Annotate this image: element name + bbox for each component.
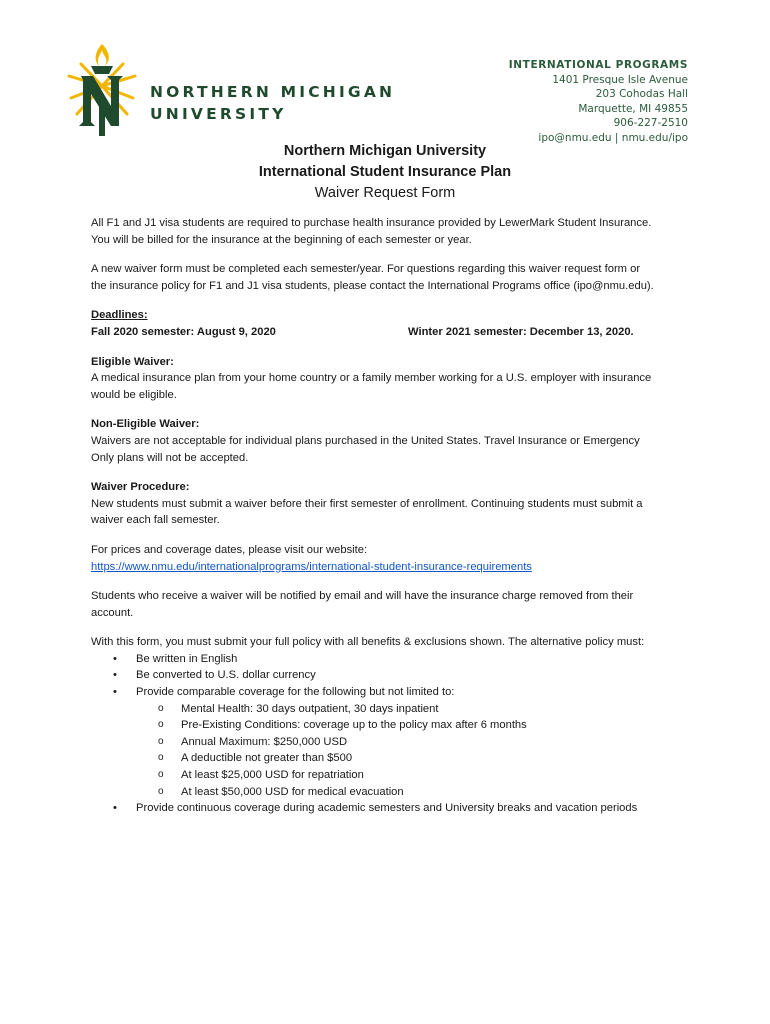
sub-list-item: o Mental Health: 30 days outpatient, 30 days inpatient [136, 701, 691, 718]
wordmark-line-2: UNIVERSITY [150, 105, 287, 123]
notify-line-2: account. [91, 606, 134, 619]
new-form-line-1: A new waiver form must be completed each semester/year. For questions regarding this waiver request form or [91, 263, 641, 276]
city-line: Marquette, MI 49855 [578, 102, 688, 115]
address-line-1: 1401 Presque Isle Avenue [552, 73, 688, 86]
prices-text: For prices and coverage dates, please visit our website: [91, 543, 368, 556]
sub-list-item: o At least $25,000 USD for repatriation [136, 767, 691, 784]
title-line-3: Waiver Request Form [314, 185, 456, 201]
list-item-text: Provide comparable coverage for the following but not limited to: [136, 686, 455, 699]
nmu-logo [63, 42, 141, 138]
email-web: ipo@nmu.edu | nmu.edu/ipo [538, 131, 688, 144]
list-item: • Be written in English [91, 651, 691, 668]
form-body [91, 215, 691, 817]
list-item: • Provide continuous coverage during academic semesters and University breaks and vacation periods [91, 800, 691, 817]
coverage-sublist [136, 701, 691, 801]
intro-line-1: All F1 and J1 visa students are required to purchase health insurance provided by LewerMark Student Insurance. [91, 217, 652, 229]
procedure-line-1: New students must submit a waiver before their first semester of enrollment. Continuing students must submit a [91, 497, 643, 510]
form-title [0, 141, 770, 204]
wordmark-line-1: NORTHERN MICHIGAN [150, 83, 396, 101]
sub-list-item: o Annual Maximum: $250,000 USD [136, 734, 691, 751]
eligible-line-2: would be eligible. [91, 388, 177, 401]
insurance-requirements-link[interactable]: https://www.nmu.edu/internationalprograms/international-student-insurance-requirements [91, 560, 532, 573]
contact-block [509, 58, 688, 146]
list-item [91, 684, 691, 800]
title-line-1: Northern Michigan University [283, 143, 487, 159]
notify-line-1: Students who receive a waiver will be notified by email and will have the insurance charge removed from their [91, 590, 634, 603]
noneligible-line-1: Waivers are not acceptable for individual plans purchased in the United States. Travel Insurance or Emergency [91, 434, 640, 447]
deadline-fall: Fall 2020 semester: August 9, 2020 [91, 325, 276, 338]
deadlines-row [91, 324, 691, 341]
requirements-list [91, 651, 691, 817]
sub-list-item: o Pre-Existing Conditions: coverage up to the policy max after 6 months [136, 717, 691, 734]
deadline-winter: Winter 2021 semester: December 13, 2020. [408, 325, 634, 338]
office-name: INTERNATIONAL PROGRAMS [508, 59, 688, 71]
procedure-line-2: waiver each fall semester. [91, 514, 220, 527]
procedure-heading: Waiver Procedure: [91, 481, 190, 494]
deadlines-heading: Deadlines: [91, 309, 148, 322]
noneligible-line-2: Only plans will not be accepted. [91, 451, 249, 464]
sub-list-item: o At least $50,000 USD for medical evacuation [136, 784, 691, 801]
address-line-2: 203 Cohodas Hall [595, 88, 688, 101]
eligible-line-1: A medical insurance plan from your home country or a family member working for a U.S. employer with insurance [91, 372, 652, 385]
phone-number: 906-227-2510 [613, 117, 688, 130]
list-item: • Be converted to U.S. dollar currency [91, 667, 691, 684]
new-form-line-2: the insurance policy for F1 and J1 visa students, please contact the International Programs office (ipo@nmu.edu). [91, 279, 654, 292]
policy-intro: With this form, you must submit your full policy with all benefits & exclusions shown. The alternative policy must: [91, 636, 645, 649]
sub-list-item: o A deductible not greater than $500 [136, 750, 691, 767]
intro-line-2: You will be billed for the insurance at the beginning of each semester or year. [91, 233, 472, 246]
title-line-2: International Student Insurance Plan [258, 164, 512, 180]
university-wordmark [150, 81, 395, 125]
eligible-heading: Eligible Waiver: [91, 355, 174, 368]
noneligible-heading: Non-Eligible Waiver: [91, 418, 200, 431]
